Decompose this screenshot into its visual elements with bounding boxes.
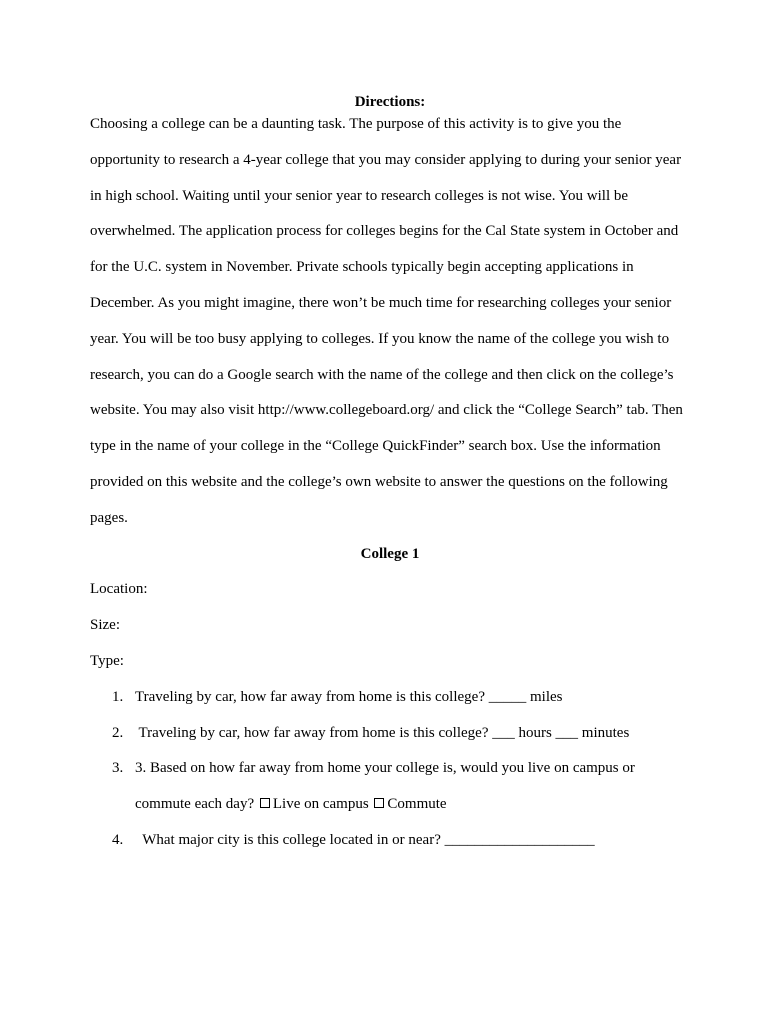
- directions-paragraph: Choosing a college can be a daunting task. The purpose of this activity is to give you the opportunity to research a 4-year college that you may consider applying to during your senior year in high school. Waiting until your senior year to research colleges is not wise. You will be overwhelmed. The application process for colleges begins for the Cal State system in October and for the U.C. system in November. Private schools typically begin accepting applications in December. As you might imagine, there won’t be much time for researching colleges your senior year. You will be too busy applying to colleges. If you know the name of the college you wish to research, you can do a Google search with the name of the college and then click on the college’s website. You may also visit http://www.collegeboard.org/ and click the “College Search” tab. Then type in the name of your college in the “College QuickFinder” search box. Use the information provided on this website and the college’s own website to answer the questions on the following pages.: [90, 116, 683, 526]
- question-number: 1.: [112, 688, 124, 705]
- question-number: 4.: [112, 831, 124, 848]
- question-item: [90, 716, 690, 752]
- document-page: [90, 92, 690, 859]
- type-label: Type:: [90, 652, 124, 669]
- college-heading: College 1: [360, 545, 420, 562]
- question-number: 3.: [112, 760, 124, 777]
- checkbox-icon[interactable]: [374, 798, 384, 808]
- checkbox-label-commute: Commute: [387, 796, 447, 813]
- location-label: Location:: [90, 581, 148, 598]
- question-text: 3. Based on how far away from home your college is, would you live on campus or commute each day?: [135, 760, 635, 813]
- directions-heading: Directions:: [354, 94, 426, 110]
- question-item: [90, 823, 690, 859]
- question-item: [90, 751, 690, 823]
- question-list: [90, 680, 690, 859]
- checkbox-label-campus: Live on campus: [272, 796, 369, 813]
- size-label: Size:: [90, 617, 120, 634]
- checkbox-icon[interactable]: [260, 798, 270, 808]
- question-text: What major city is this college located in or near? ____________________: [135, 831, 595, 848]
- question-text: Traveling by car, how far away from home is this college? ___ hours ___ minutes: [135, 724, 630, 741]
- question-text: Traveling by car, how far away from home is this college? _____ miles: [135, 688, 563, 705]
- question-number: 2.: [112, 724, 124, 741]
- question-item: [90, 680, 690, 716]
